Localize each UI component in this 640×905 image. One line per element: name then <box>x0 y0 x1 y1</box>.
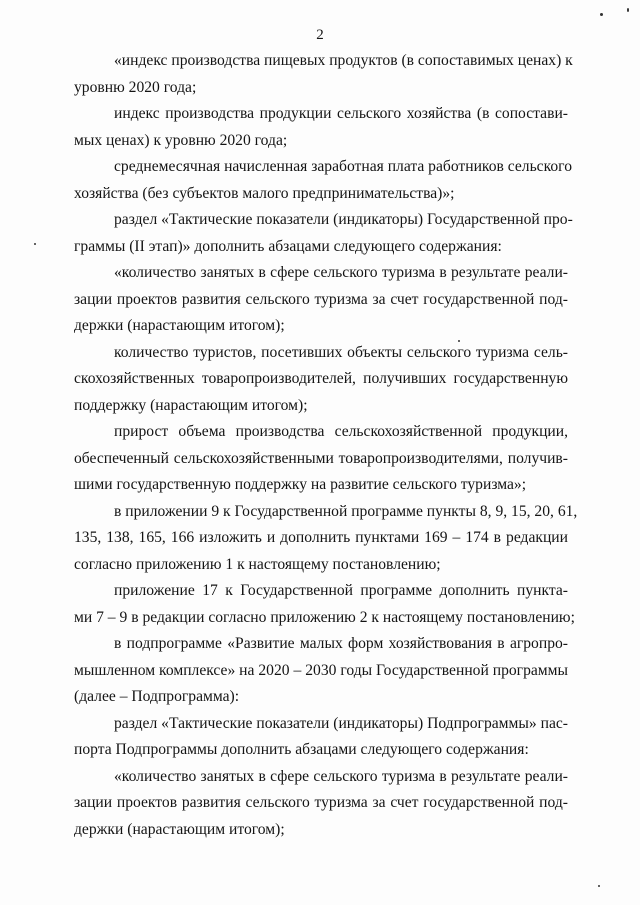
text-line: согласно приложению 1 к настоящему постановлению; <box>74 555 441 573</box>
text-line: прирост объема производства сельскохозяйственной продукции, <box>114 423 568 440</box>
paragraph <box>74 154 572 207</box>
text-line: уровню 2020 года; <box>74 78 197 96</box>
text-line: шими государственную поддержку на развитие сельского туризма»; <box>74 476 527 493</box>
scan-speck <box>600 13 603 16</box>
text-line: держки (нарастающим итогом); <box>74 317 285 334</box>
page-number: 2 <box>316 27 324 43</box>
text-line: в подпрограмме «Развитие малых форм хозяйствования в агропро- <box>114 635 568 652</box>
paragraph <box>74 499 578 579</box>
text-line: 135, 138, 165, 166 изложить и дополнить пунктами 169 – 174 в редакции <box>74 529 568 546</box>
paragraph <box>74 48 573 101</box>
paragraph <box>74 340 568 420</box>
text-line: в приложении 9 к Государственной программе пункты 8, 9, 15, 20, 61, <box>114 502 578 520</box>
text-line: (далее – Подпрограмма): <box>74 688 240 705</box>
text-line: «количество занятых в сфере сельского туризма в результате реали- <box>114 264 568 281</box>
scan-speck <box>627 8 629 12</box>
text-line: мых ценах) к уровню 2020 года; <box>74 131 288 149</box>
paragraph <box>74 101 568 154</box>
text-line: обеспеченный сельскохозяйственными товаропроизводителями, получив- <box>74 449 568 467</box>
text-line: среднемесячная начисленная заработная плата работников сельского <box>114 158 572 175</box>
text-line: хозяйства (без субъектов малого предпринимательства)»; <box>74 184 455 202</box>
text-line: скохозяйственных товаропроизводителей, получивших государственную <box>74 370 568 387</box>
text-line: приложение 17 к Государственной программе дополнить пункта- <box>114 582 568 599</box>
text-line: «количество занятых в сфере сельского туризма в результате реали- <box>114 767 568 785</box>
text-line: ми 7 – 9 в редакции согласно приложению 2 к настоящему постановлению; <box>74 608 575 626</box>
text-line: граммы (II этап)» дополнить абзацами следующего содержания: <box>74 237 502 255</box>
paragraph <box>74 764 568 844</box>
paragraph <box>74 578 575 631</box>
paragraph <box>74 207 573 260</box>
text-line: раздел «Тактические показатели (индикаторы) Государственной про- <box>114 211 573 228</box>
scan-speck <box>34 243 36 245</box>
text-line: зации проектов развития сельского туризма за счет государственной под- <box>74 794 568 811</box>
document-body <box>74 48 578 843</box>
text-line: порта Подпрограммы дополнить абзацами следующего содержания: <box>74 741 529 758</box>
text-line: зации проектов развития сельского туризма за счет государственной под- <box>74 290 568 308</box>
paragraph <box>74 711 568 764</box>
paragraph <box>74 419 568 499</box>
text-line: держки (нарастающим итогом); <box>74 820 285 838</box>
paragraph <box>74 260 568 340</box>
scan-speck <box>458 340 460 342</box>
text-line: мышленном комплексе» на 2020 – 2030 годы Государственной программы <box>74 661 568 679</box>
paragraph <box>74 631 568 711</box>
text-line: количество туристов, посетивших объекты сельского туризма сель- <box>114 343 568 361</box>
scan-speck <box>598 885 600 887</box>
text-line: индекс производства продукции сельского хозяйства (в сопостави- <box>114 105 568 122</box>
text-line: раздел «Тактические показатели (индикаторы) Подпрограммы» пас- <box>114 714 568 732</box>
text-line: «индекс производства пищевых продуктов (в сопоставимых ценах) к <box>114 52 573 69</box>
text-line: поддержку (нарастающим итогом); <box>74 396 308 414</box>
